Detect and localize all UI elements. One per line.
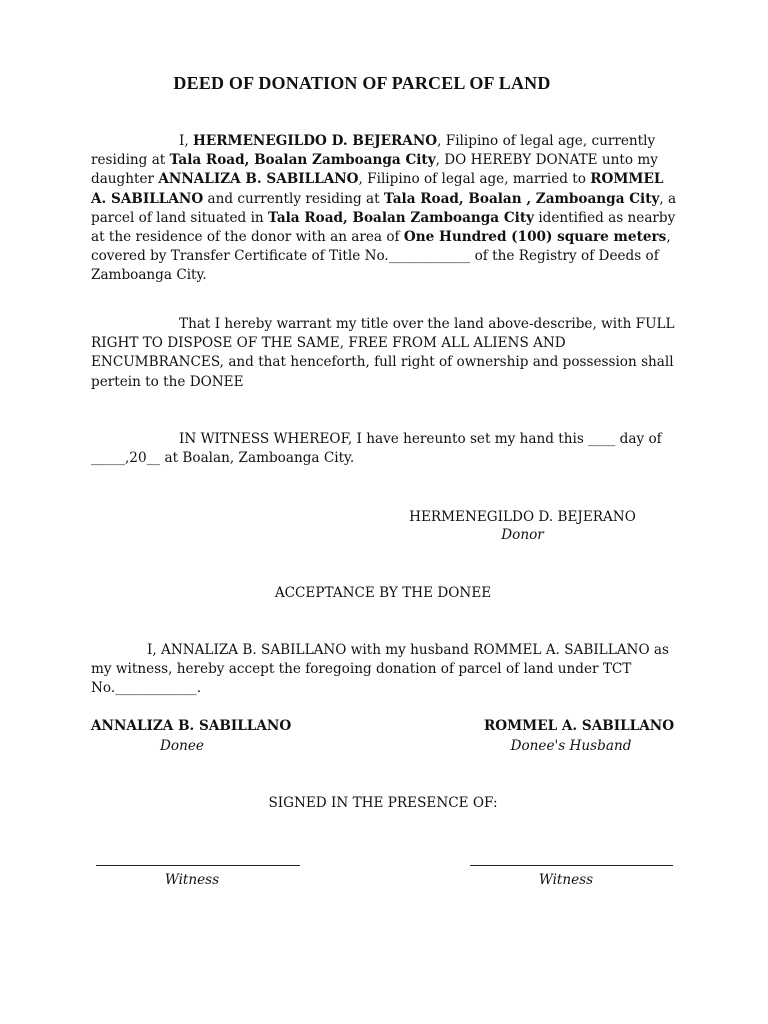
acceptance-heading: ACCEPTANCE BY THE DONEE bbox=[274, 585, 492, 601]
donor-name: HERMENEGILDO D. BEJERANO bbox=[409, 509, 636, 525]
witness-left-label: Witness bbox=[164, 872, 220, 888]
husband-role: Donee's Husband bbox=[510, 738, 632, 754]
warranty-paragraph: That I hereby warrant my title over the land above-describe, with FULL RIGHT TO DISPOSE OF THE SAME, FREE FROM ALL ALIENS AND ENCUMBRANCES, and that henceforth, full right of ownership and possession shall pertein to the DONEE bbox=[91, 316, 675, 390]
witness-right-signature-line bbox=[470, 865, 673, 866]
acceptance-paragraph: I, ANNALIZA B. SABILLANO with my husband ROMMEL A. SABILLANO as my witness, hereby accept the foregoing donation of parcel of land under TCT No.____________. bbox=[91, 642, 669, 697]
donor-role: Donor bbox=[501, 527, 544, 543]
donation-paragraph: I, HERMENEGILDO D. BEJERANO, Filipino of legal age, currently residing at Tala Road, Boalan Zamboanga City, DO HEREBY DONATE unto my daughter ANNALIZA B. SABILLANO, Filipino of legal age, married to ROMMEL A. SABILLANO and currently residing at Tala Road, Boalan , Zamboanga City, a parcel of land situated in Tala Road, Boalan Zamboanga City identified as nearby at the residence of the donor with an area of One Hundred (100) square meters, covered by Transfer Certificate of Title No.____________ of the Registry of Deeds of Zamboanga City. bbox=[91, 133, 677, 284]
witness-right-label: Witness bbox=[538, 872, 594, 888]
donee-role: Donee bbox=[160, 738, 204, 754]
document-title: DEED OF DONATION OF PARCEL OF LAND bbox=[173, 73, 551, 93]
witness-whereof-paragraph: IN WITNESS WHEREOF, I have hereunto set my hand this ____ day of _____,20__ at Boalan, Zamboanga City. bbox=[91, 431, 662, 467]
husband-name: ROMMEL A. SABILLANO bbox=[484, 718, 675, 734]
witness-left-signature-line bbox=[96, 865, 300, 866]
donee-name: ANNALIZA B. SABILLANO bbox=[91, 718, 292, 734]
presence-heading: SIGNED IN THE PRESENCE OF: bbox=[268, 795, 498, 811]
